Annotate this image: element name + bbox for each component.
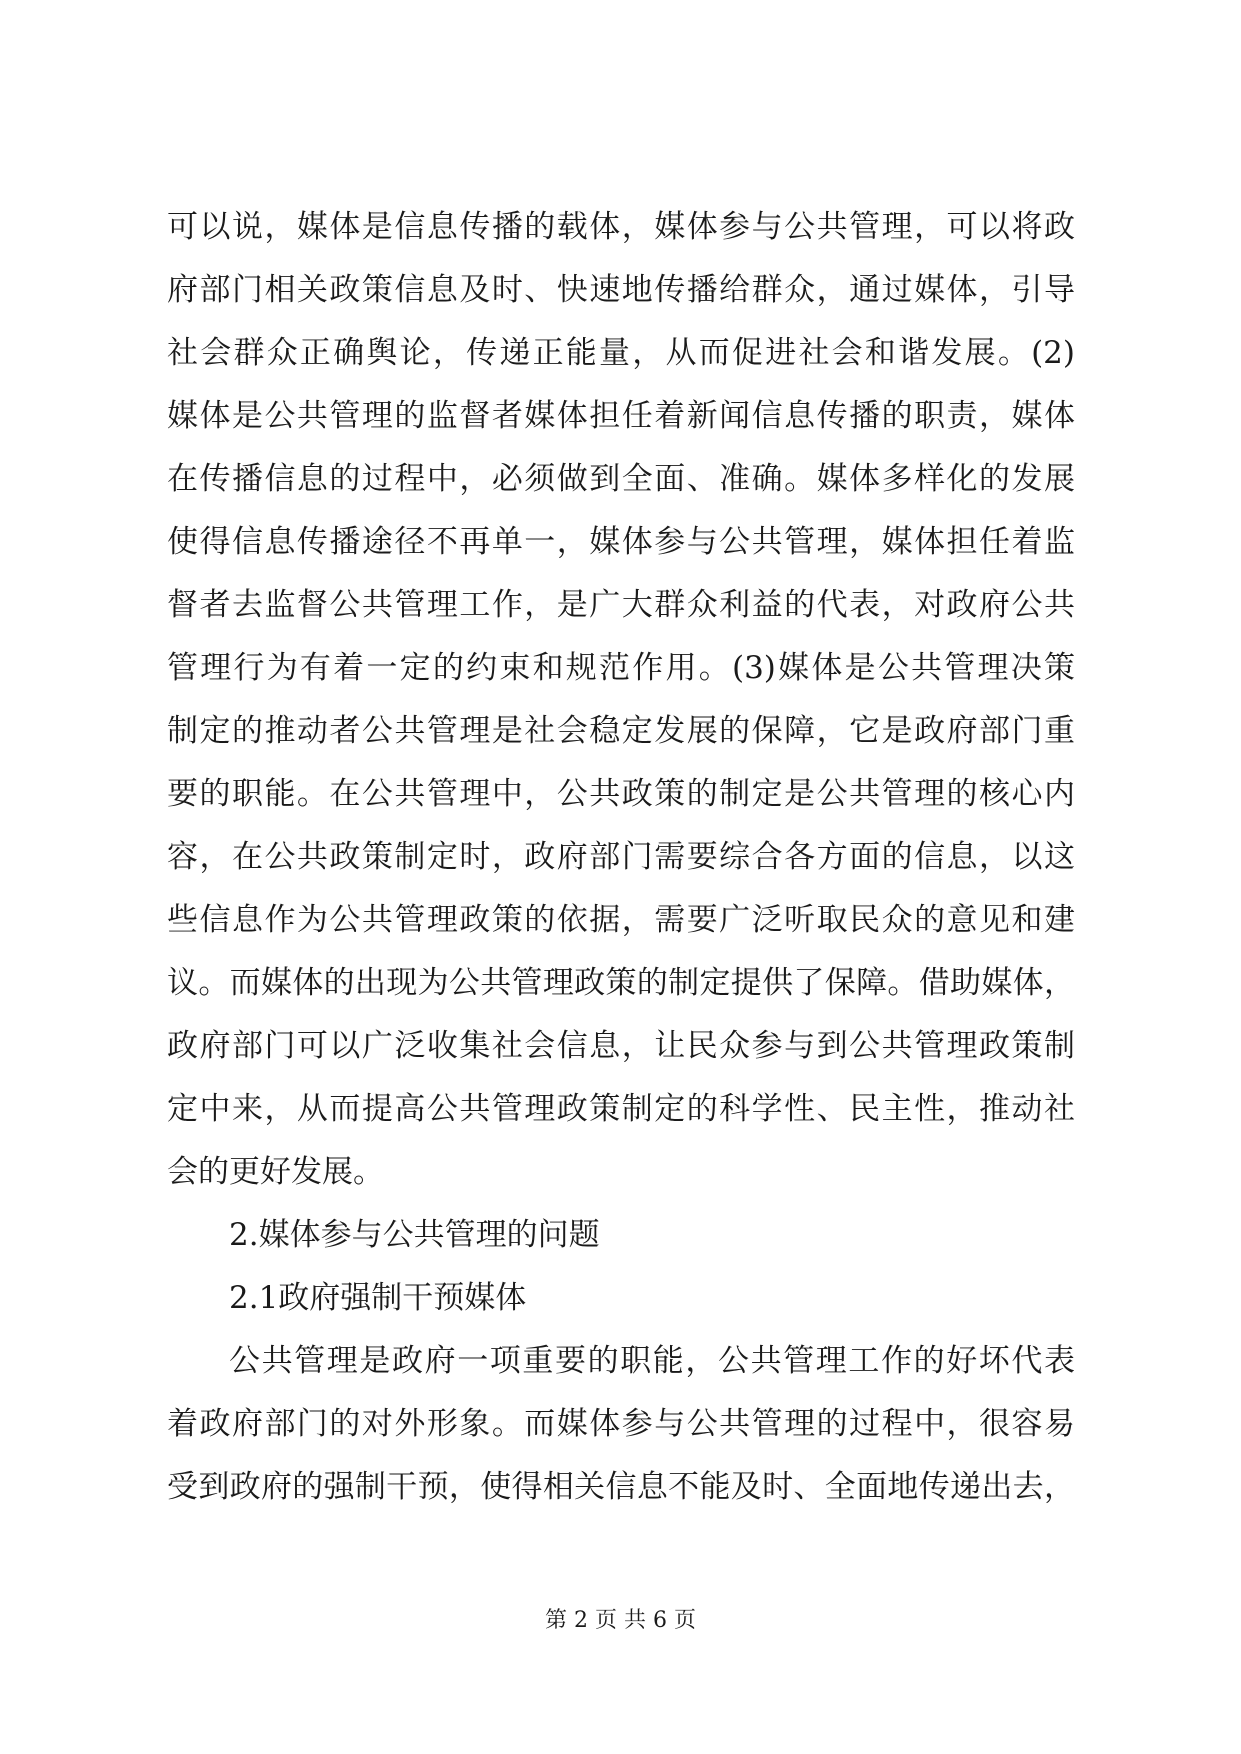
paragraph-line: 议。而媒体的出现为公共管理政策的制定提供了保障。借助媒体，	[167, 965, 1075, 1001]
paragraph-line: 政府部门可以广泛收集社会信息，让民众参与到公共管理政策制	[167, 1028, 1075, 1064]
paragraph-line: 使得信息传播途径不再单一，媒体参与公共管理，媒体担任着监	[167, 524, 1075, 560]
paragraph-line: 可以说，媒体是信息传播的载体，媒体参与公共管理，可以将政	[167, 209, 1075, 245]
paragraph-line: 些信息作为公共管理政策的依据，需要广泛听取民众的意见和建	[167, 902, 1075, 938]
paragraph-line: 在传播信息的过程中，必须做到全面、准确。媒体多样化的发展	[167, 461, 1075, 497]
paragraph-line: 府部门相关政策信息及时、快速地传播给群众，通过媒体，引导	[167, 272, 1075, 308]
paragraph-line: 着政府部门的对外形象。而媒体参与公共管理的过程中，很容易	[167, 1406, 1075, 1442]
paragraph-line: 会的更好发展。	[167, 1154, 384, 1190]
subsection-heading: 2.1政府强制干预媒体	[229, 1280, 527, 1316]
paragraph-line: 容，在公共政策制定时，政府部门需要综合各方面的信息，以这	[167, 839, 1075, 875]
document-body	[167, 196, 1075, 1519]
paragraph-line: 制定的推动者公共管理是社会稳定发展的保障，它是政府部门重	[167, 713, 1075, 749]
paragraph-line: 督者去监督公共管理工作，是广大群众利益的代表，对政府公共	[167, 587, 1075, 623]
paragraph-line: 媒体是公共管理的监督者媒体担任着新闻信息传播的职责，媒体	[167, 398, 1075, 434]
paragraph-line: 受到政府的强制干预，使得相关信息不能及时、全面地传递出去，	[167, 1469, 1075, 1505]
paragraph-line: 社会群众正确舆论，传递正能量，从而促进社会和谐发展。(2)	[167, 335, 1075, 371]
paragraph-line: 定中来，从而提高公共管理政策制定的科学性、民主性，推动社	[167, 1091, 1075, 1127]
section-heading: 2.媒体参与公共管理的问题	[229, 1217, 600, 1253]
paragraph-line: 公共管理是政府一项重要的职能，公共管理工作的好坏代表	[229, 1343, 1075, 1379]
page-footer: 第 2 页 共 6 页	[545, 1608, 696, 1633]
paragraph-line: 管理行为有着一定的约束和规范作用。(3)媒体是公共管理决策	[167, 650, 1075, 686]
paragraph-line: 要的职能。在公共管理中，公共政策的制定是公共管理的核心内	[167, 776, 1075, 812]
